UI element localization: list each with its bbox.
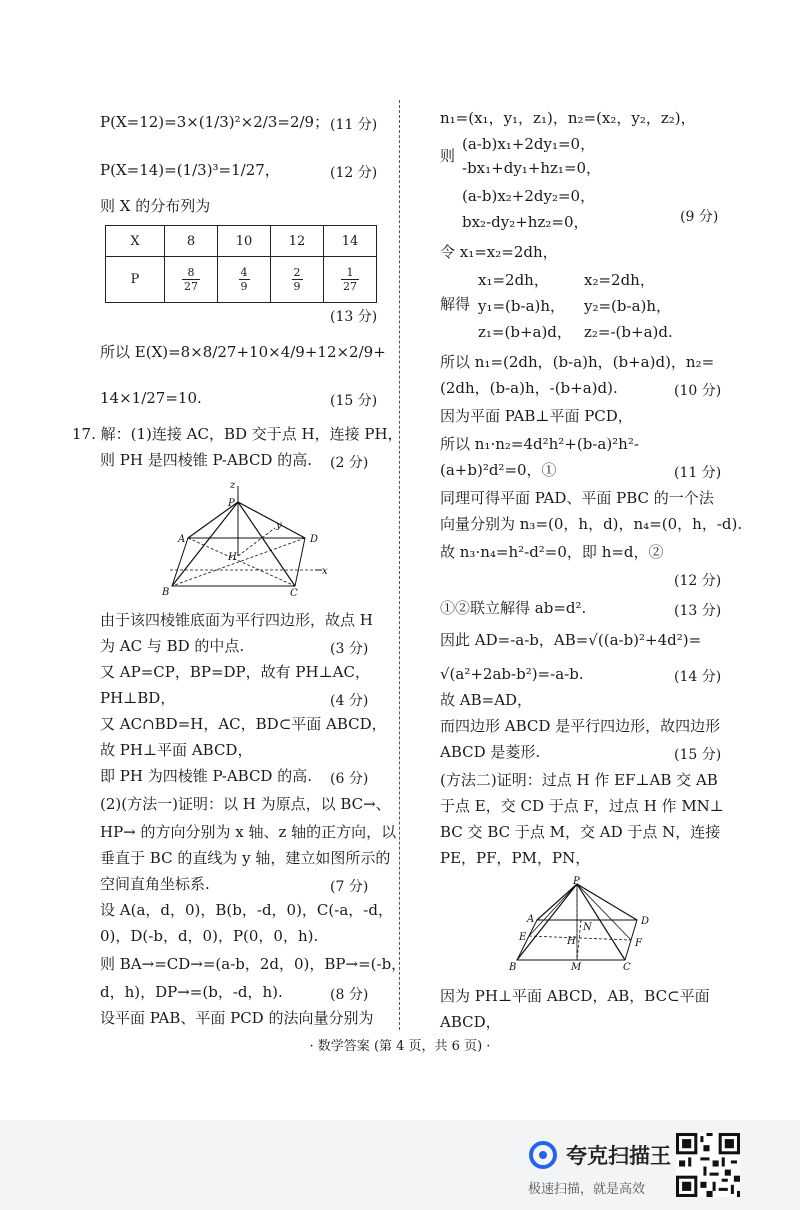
score-9: (9 分) bbox=[680, 209, 719, 225]
text-line: 因为 PH⊥平面 ABCD，AB，BC⊂平面 bbox=[440, 987, 710, 1005]
fig1-label: y bbox=[276, 520, 282, 531]
fig1-label: P bbox=[228, 498, 235, 509]
text-line: bx₂-dy₂+hz₂=0， bbox=[462, 213, 589, 231]
fig1-label: x bbox=[322, 566, 328, 577]
table-cell: 10 bbox=[218, 226, 271, 257]
table-cell bbox=[218, 257, 271, 303]
text-line: x₂=2dh， bbox=[584, 271, 655, 289]
edge-pb bbox=[517, 884, 577, 960]
text-line: (2)(方法一)证明：以 H 为原点，以 BC→、 bbox=[100, 795, 391, 813]
expectation-line1: 所以 E(X)=8×8/27+10×4/9+12×2/9+ bbox=[100, 343, 386, 361]
text-line: 因为平面 PAB⊥平面 PCD， bbox=[440, 407, 633, 425]
edge-pd bbox=[238, 502, 305, 538]
y-axis bbox=[238, 528, 275, 556]
table-header-p: P bbox=[106, 257, 165, 303]
frac-num: 4 bbox=[240, 266, 248, 279]
text-line: √(a²+2ab-b²)=-a-b. bbox=[440, 665, 584, 683]
text-line: z₂=-(b+a)d. bbox=[584, 323, 673, 341]
text-line: ABCD， bbox=[440, 1013, 501, 1031]
fig1-label: z bbox=[230, 480, 236, 491]
score-13: (13 分) bbox=[330, 309, 378, 325]
text-line: BC 交 BC 于点 M，交 AD 于点 N，连接 bbox=[440, 823, 721, 841]
text-line: (方法二)证明：过点 H 作 EF⊥AB 交 AB bbox=[440, 771, 718, 789]
column-divider bbox=[399, 100, 400, 1030]
score-8: (8 分) bbox=[330, 987, 369, 1003]
score-6: (6 分) bbox=[330, 771, 369, 787]
frac-num: 2 bbox=[293, 266, 301, 279]
score-12b: (12 分) bbox=[674, 573, 722, 589]
table-row bbox=[106, 257, 377, 303]
scanner-brand: 夸克扫描王 bbox=[566, 1144, 671, 1168]
text-line: ①②联立解得 ab=d². bbox=[440, 599, 587, 617]
score-11b: (11 分) bbox=[674, 465, 722, 481]
score-3: (3 分) bbox=[330, 641, 369, 657]
fig2-label: F bbox=[635, 938, 642, 949]
text-line: 同理可得平面 PAD、平面 PBC 的一个法 bbox=[440, 489, 714, 507]
text-line: HP→ 的方向分别为 x 轴、z 轴的正方向，以 bbox=[100, 823, 397, 841]
fig2-label: B bbox=[509, 962, 517, 972]
frac-num: 1 bbox=[341, 266, 359, 280]
text-line: 则 bbox=[440, 147, 456, 165]
text-line: d，h)，DP→=(b，-d，h). bbox=[100, 983, 283, 1001]
text-line: -bx₁+dy₁+hz₁=0， bbox=[462, 159, 602, 177]
text-line: (2dh，(b-a)h，-(b+a)d). bbox=[440, 379, 618, 397]
table-cell: 14 bbox=[324, 226, 377, 257]
q17-line2: 则 PH 是四棱锥 P-ABCD 的高. bbox=[100, 451, 312, 469]
text-line: 解得 bbox=[440, 295, 471, 313]
text-line: x₁=2dh， bbox=[478, 271, 549, 289]
page-footer: · 数学答案 (第 4 页，共 6 页) · bbox=[309, 1039, 491, 1054]
frac-den: 27 bbox=[184, 280, 198, 293]
text-line: ABCD 是菱形. bbox=[440, 743, 541, 761]
text-line: 则 BA→=CD→=(a-b，2d，0)，BP→=(-b， bbox=[100, 955, 407, 973]
fig1-label: C bbox=[290, 588, 298, 598]
fig1-label: B bbox=[162, 587, 170, 598]
text-line: PE，PF，PM，PN， bbox=[440, 849, 591, 867]
text-line: 令 x₁=x₂=2dh， bbox=[440, 243, 558, 261]
score-2: (2 分) bbox=[330, 455, 369, 471]
text-line: 为 AC 与 BD 的中点. bbox=[100, 637, 245, 655]
edge-pe bbox=[529, 884, 577, 936]
text-line: 故 PH⊥平面 ABCD， bbox=[100, 741, 253, 759]
frac-den: 9 bbox=[240, 280, 248, 293]
scanner-logo-icon bbox=[528, 1140, 558, 1170]
text-line: 又 AP=CP，BP=DP，故有 PH⊥AC， bbox=[100, 663, 370, 681]
fig1-label: H bbox=[228, 552, 237, 563]
text-line: PH⊥BD， bbox=[100, 689, 176, 707]
text-line: 设 A(a，d，0)，B(b，-d，0)，C(-a，-d， bbox=[100, 901, 393, 919]
fig2-label: P bbox=[573, 876, 580, 887]
fig1-label: A bbox=[178, 534, 186, 545]
score-12: (12 分) bbox=[330, 165, 378, 181]
fig2-label: A bbox=[527, 914, 535, 925]
fig2-label: D bbox=[641, 916, 650, 927]
text-line: 由于该四棱锥底面为平行四边形，故点 H bbox=[100, 611, 373, 629]
text-line: (a+b)²d²=0，① bbox=[440, 461, 557, 479]
text-line: y₁=(b-a)h， bbox=[478, 297, 566, 315]
frac-den: 9 bbox=[293, 280, 301, 293]
line-mn bbox=[577, 920, 581, 960]
text-line: y₂=(b-a)h， bbox=[584, 297, 672, 315]
score-10: (10 分) bbox=[674, 383, 722, 399]
text-line: n₁=(x₁，y₁，z₁)，n₂=(x₂，y₂，z₂)， bbox=[440, 109, 696, 127]
text-line: 设平面 PAB、平面 PCD 的法向量分别为 bbox=[100, 1009, 374, 1027]
dist-intro: 则 X 的分布列为 bbox=[100, 197, 211, 215]
table-cell bbox=[324, 257, 377, 303]
text-line: 而四边形 ABCD 是平行四边形，故四边形 bbox=[440, 717, 721, 735]
expectation-line2: 14×1/27=10. bbox=[100, 389, 202, 407]
score-4: (4 分) bbox=[330, 693, 369, 709]
line-ef bbox=[529, 936, 631, 940]
text-line: (a-b)x₁+2dy₁=0， bbox=[462, 135, 596, 153]
score-11: (11 分) bbox=[330, 117, 378, 133]
fig2-label: M bbox=[571, 962, 582, 972]
scanner-slogan: 极速扫描，就是高效 bbox=[528, 1182, 646, 1197]
text-line: 0)，D(-b，d，0)，P(0，0，h). bbox=[100, 927, 319, 945]
text-line: 垂直于 BC 的直线为 y 轴，建立如图所示的 bbox=[100, 849, 391, 867]
text-line: 空间直角坐标系. bbox=[100, 875, 210, 893]
text-line: 因此 AD=-a-b，AB=√((a-b)²+4d²)= bbox=[440, 631, 702, 649]
text-line: 所以 n₁=(2dh，(b-a)h，(b+a)d)，n₂= bbox=[440, 353, 715, 371]
score-13b: (13 分) bbox=[674, 603, 722, 619]
frac-den: 27 bbox=[343, 280, 357, 293]
fig2-label: N bbox=[583, 922, 592, 933]
table-cell bbox=[165, 257, 218, 303]
fig1-label: D bbox=[310, 534, 319, 545]
prob-x14: P(X=14)=(1/3)³=1/27， bbox=[100, 161, 280, 179]
text-line: 故 n₃·n₄=h²-d²=0，即 h=d，② bbox=[440, 543, 664, 561]
table-header-x: X bbox=[106, 226, 165, 257]
fig2-label: H bbox=[567, 936, 576, 947]
frac-num: 8 bbox=[182, 266, 200, 280]
table-cell: 8 bbox=[165, 226, 218, 257]
text-line: (a-b)x₂+2dy₂=0， bbox=[462, 187, 596, 205]
pyramid-axes-figure bbox=[150, 478, 340, 598]
edge-pa bbox=[537, 884, 577, 920]
text-line: 于点 E，交 CD 于点 F，过点 H 作 MN⊥ bbox=[440, 797, 724, 815]
text-line: 向量分别为 n₃=(0，h，d)，n₄=(0，h，-d). bbox=[440, 515, 743, 533]
table-cell bbox=[271, 257, 324, 303]
fig2-label: C bbox=[623, 962, 631, 972]
fig2-label: E bbox=[519, 932, 527, 943]
prob-x12: P(X=12)=3×(1/3)²×2/3=2/9； bbox=[100, 113, 330, 131]
score-15b: (15 分) bbox=[674, 747, 722, 763]
pyramid-figure-2 bbox=[505, 876, 665, 972]
text-line: 故 AB=AD， bbox=[440, 691, 533, 709]
qr-code-icon bbox=[676, 1133, 740, 1197]
score-15: (15 分) bbox=[330, 393, 378, 409]
text-line: 又 AC∩BD=H，AC，BD⊂平面 ABCD， bbox=[100, 715, 387, 733]
table-row bbox=[106, 226, 377, 257]
table-cell: 12 bbox=[271, 226, 324, 257]
distribution-table bbox=[105, 225, 377, 303]
score-14: (14 分) bbox=[674, 669, 722, 685]
text-line: 即 PH 为四棱锥 P-ABCD 的高. bbox=[100, 767, 312, 785]
q17-line1: 17. 解：(1)连接 AC，BD 交于点 H，连接 PH， bbox=[72, 425, 403, 443]
text-line: 所以 n₁·n₂=4d²h²+(b-a)²h²- bbox=[440, 435, 639, 453]
score-7: (7 分) bbox=[330, 879, 369, 895]
text-line: z₁=(b+a)d， bbox=[478, 323, 572, 341]
